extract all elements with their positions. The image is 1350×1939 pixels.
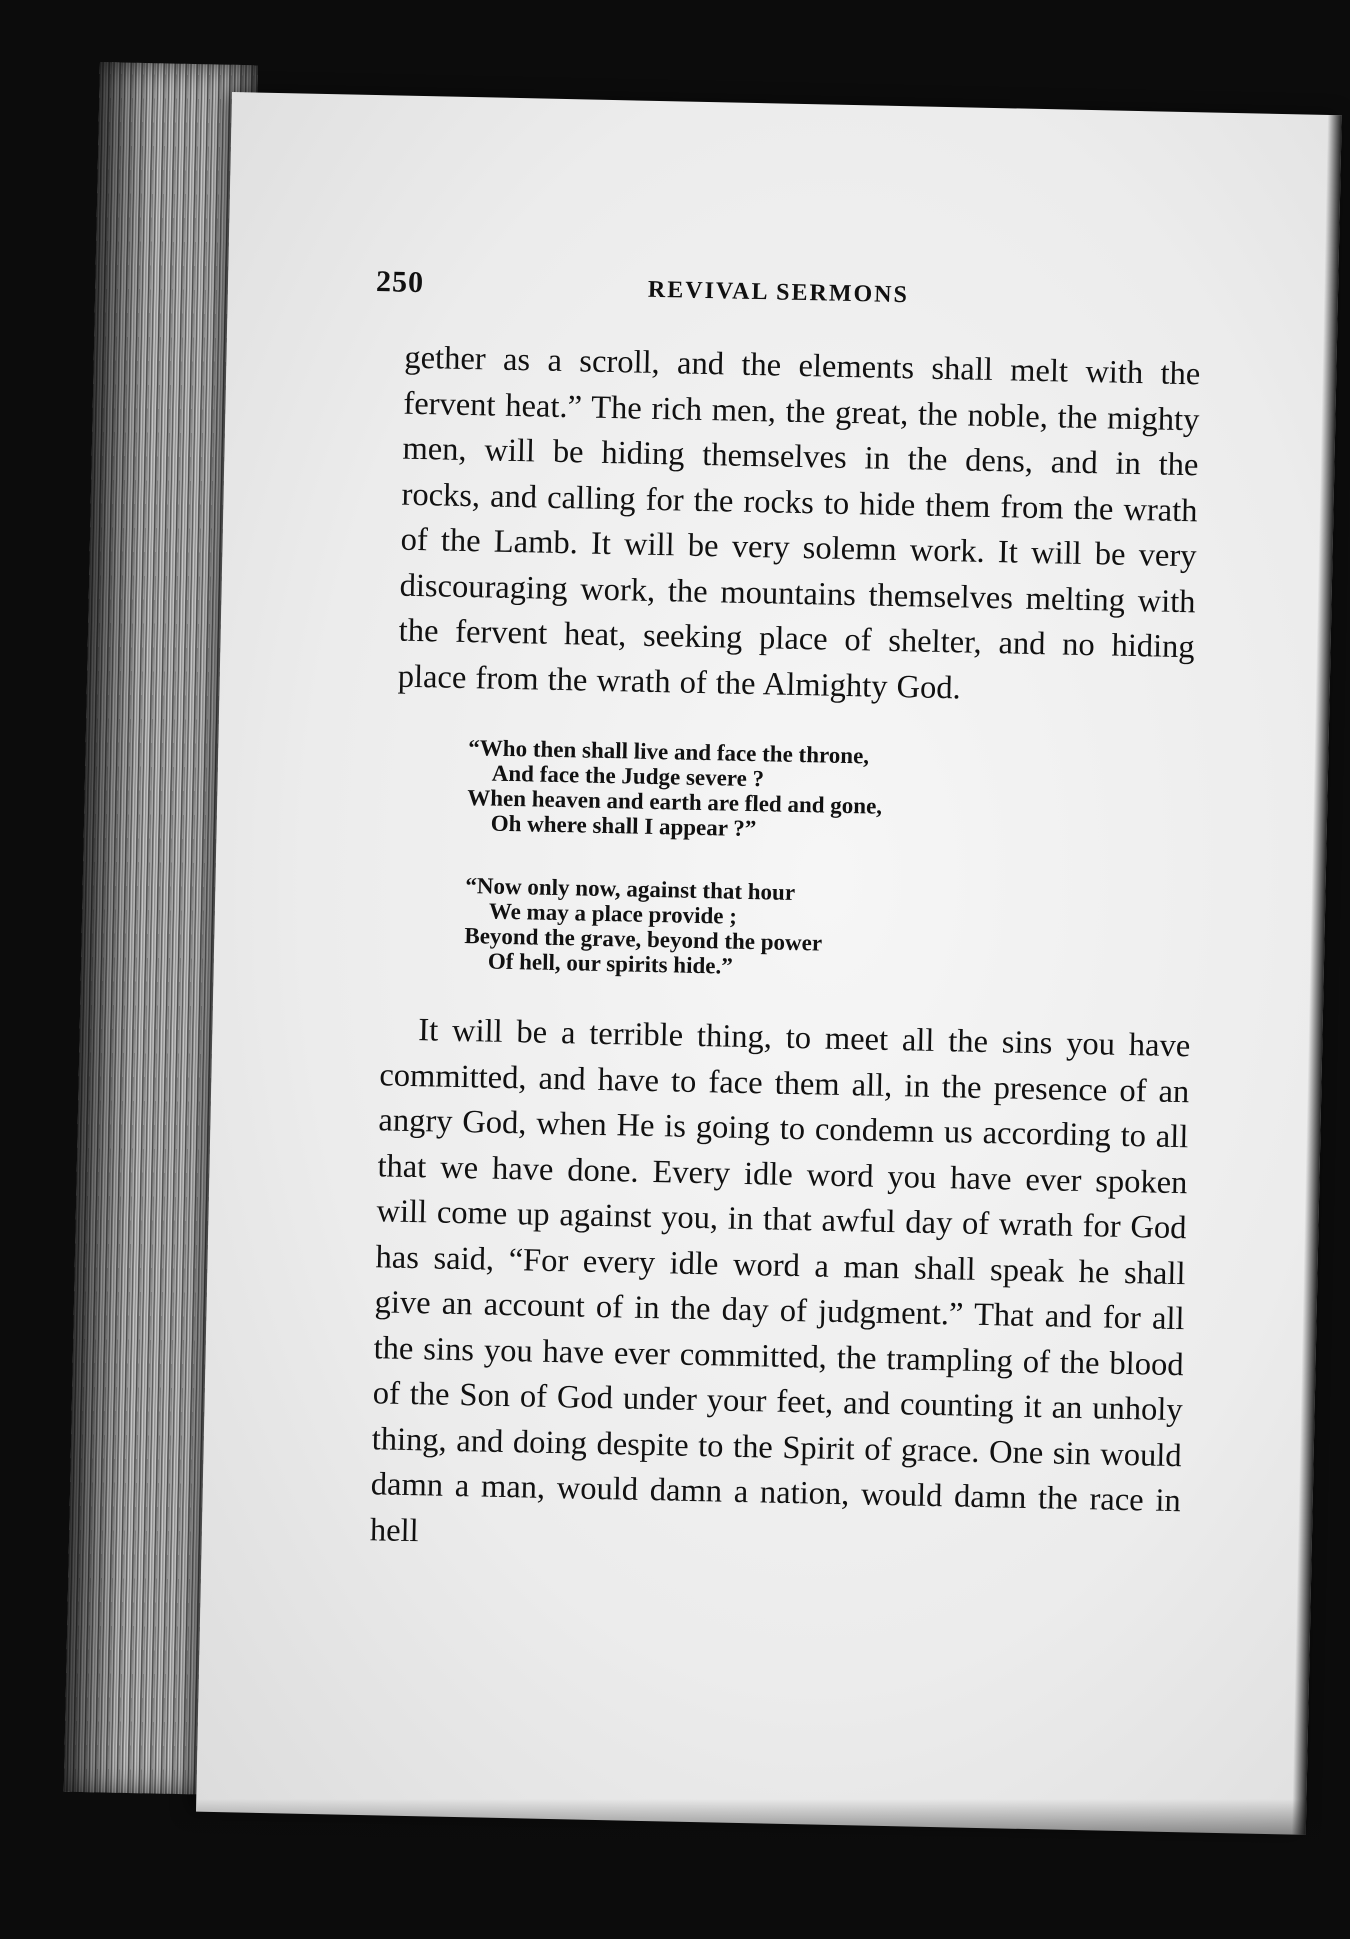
verse-line: Of hell, our spirits hide.” xyxy=(487,948,734,979)
book-page xyxy=(196,92,1342,1835)
verse-line: When heaven and earth are fled and gone, xyxy=(467,785,883,819)
verse-line: “Who then shall live and face the throne, xyxy=(468,735,870,769)
verse-line: “Now only now, against that hour xyxy=(465,873,796,905)
hymn-verse-2 xyxy=(464,873,1186,988)
running-title: REVIVAL SERMONS xyxy=(647,276,910,309)
verse-line: We may a place provide ; xyxy=(488,898,738,929)
page-number: 250 xyxy=(375,265,425,300)
hymn-verse-1 xyxy=(466,735,1188,850)
running-head xyxy=(375,265,1198,332)
paragraph-2: It will be a terrible thing, to meet all the sins you have committed, and have to face them all, in the presence of an angry God, when He is going to condemn us according to all that we have done. Every idle word you have ever spoken will come up against you, in that awful day of wrath for God has said, “For every idle word a man shall speak he shall give an account of in the day of judgment.” That and for all the sins you have ever committed, the trampling of the blood of the Son of God under your feet, and counting it an unholy thing, and doing despite to the Spirit of grace. One sin would damn a man, would damn a nation, would damn the race in hell xyxy=(369,1012,1191,1549)
paragraph-1: gether as a scroll, and the elements shall melt with the fervent heat.” The rich men, the great, the noble, the mighty men, will be hiding themselves in the dens, and in the rocks, and calling for the rocks to hide them from the wrath of the Lamb. It will be very solemn work. It will be very discouraging work, the mountains themselves melting with the fervent heat, seeking place of shelter, and no hiding place from the wrath of the Almighty God. xyxy=(397,339,1201,706)
verse-line: Beyond the grave, beyond the power xyxy=(464,923,823,956)
scan-bottom-shadow xyxy=(0,1799,1350,1939)
verse-line: Oh where shall I appear ?” xyxy=(490,810,757,842)
page-content xyxy=(369,265,1201,1570)
page-gutter-shadow xyxy=(1292,115,1342,1835)
verse-line: And face the Judge severe ? xyxy=(491,760,765,792)
